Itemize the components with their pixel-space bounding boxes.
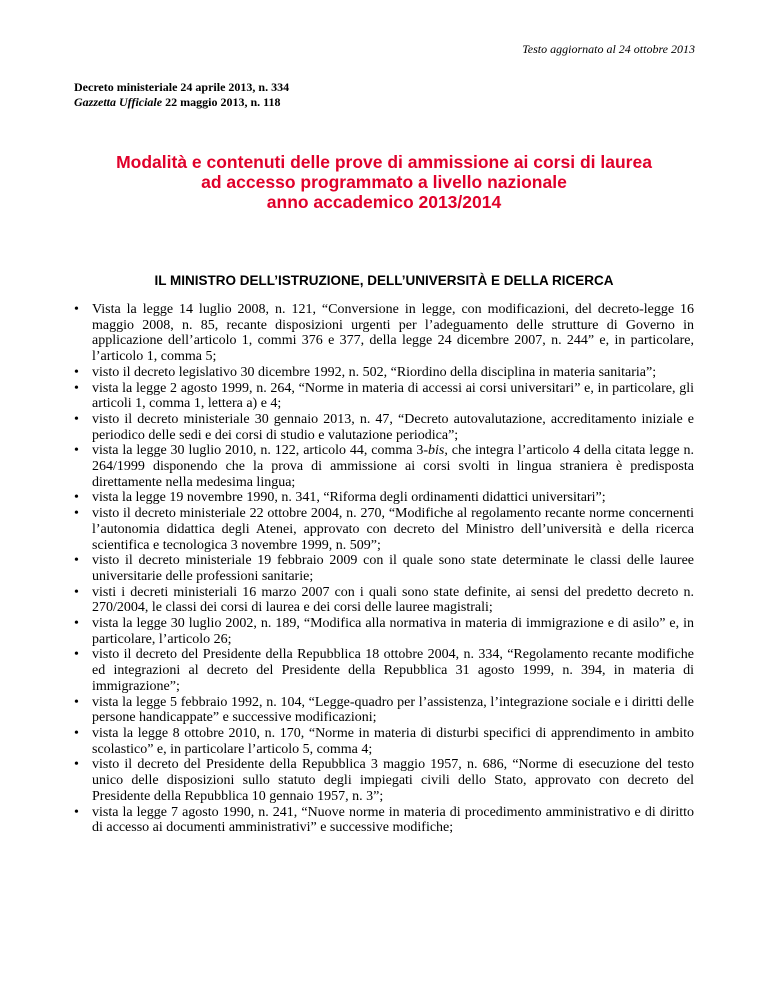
- list-item-text: visti i decreti ministeriali 16 marzo 2007 con i quali sono state definite, ai sensi del predetto decreto n. 270/2004, le classi dei corsi di laurea e dei corsi delle lauree magistrali;: [92, 584, 694, 616]
- decree-reference: [74, 80, 289, 110]
- list-item-text: vista la legge 2 agosto 1999, n. 264, “Norme in materia di accessi ai corsi universitari” e, in particolare, gli articoli 1, comma 1, lettera a) e 4;: [92, 380, 694, 412]
- premises-list: [74, 302, 694, 836]
- list-item: [74, 443, 694, 490]
- bullet-icon: •: [74, 443, 79, 459]
- list-item-text: visto il decreto ministeriale 30 gennaio 2013, n. 47, “Decreto autovalutazione, accreditamento iniziale e periodico delle sedi e dei corsi di studio e valutazione periodica”;: [92, 411, 694, 443]
- list-item-text: visto il decreto legislativo 30 dicembre 1992, n. 502, “Riordino della disciplina in materia sanitaria”;: [92, 364, 657, 380]
- list-item: [74, 302, 694, 365]
- bullet-icon: •: [74, 411, 79, 427]
- list-item: [74, 805, 694, 836]
- bullet-icon: •: [74, 757, 79, 773]
- list-item-text: vista la legge 30 luglio 2002, n. 189, “Modifica alla normativa in materia di immigrazione e di asilo” e, in particolare, l’articolo 26;: [92, 616, 694, 647]
- list-item: [74, 506, 694, 553]
- gazette-line: [74, 95, 289, 110]
- list-item: [74, 381, 694, 412]
- list-item-text: Vista la legge 14 luglio 2008, n. 121, “Conversione in legge, con modificazioni, del decreto-legge 16 maggio 2008, n. 85, recante disposizioni urgenti per l’adeguamento delle strutture di Governo in applicazione dell’articolo 1, commi 376 e 377, della legge 24 dicembre 2007, n. 244” e, in particolare, l’articolo 1, comma 5;: [92, 302, 694, 365]
- list-item: [74, 412, 694, 443]
- list-item-text-pre: vista la legge 30 luglio 2010, n. 122, articolo 44, comma 3-: [92, 443, 429, 459]
- list-item-text: visto il decreto ministeriale 19 febbraio 2009 con il quale sono state determinate le classi delle lauree universitarie delle professioni sanitarie;: [92, 553, 694, 584]
- bullet-icon: •: [74, 616, 79, 632]
- list-item-text: visto il decreto del Presidente della Repubblica 18 ottobre 2004, n. 334, “Regolamento recante modifiche ed integrazioni al decreto del Presidente della Repubblica 31 agosto 1999, n. 394, in materia di immigrazione”;: [92, 647, 694, 694]
- update-note: Testo aggiornato al 24 ottobre 2013: [522, 42, 695, 56]
- bullet-icon: •: [74, 647, 79, 663]
- gazette-date: 22 maggio 2013, n. 118: [162, 95, 281, 109]
- list-item-text: vista la legge 5 febbraio 1992, n. 104, “Legge-quadro per l’assistenza, l’integrazione sociale e i diritti delle persone handicappate” e successive modificazioni;: [92, 694, 694, 726]
- bullet-icon: •: [74, 302, 79, 317]
- list-item: [74, 553, 694, 584]
- list-item: [74, 616, 694, 647]
- bullet-icon: •: [74, 553, 79, 569]
- list-item: [74, 726, 694, 757]
- list-item-text-em: bis: [428, 443, 445, 459]
- list-item: [74, 365, 694, 381]
- bullet-icon: •: [74, 694, 79, 710]
- bullet-icon: •: [74, 380, 79, 396]
- list-item: [74, 757, 694, 804]
- list-item-text: vista la legge 19 novembre 1990, n. 341, “Riforma degli ordinamenti didattici universitari”;: [92, 490, 606, 506]
- bullet-icon: •: [74, 364, 79, 380]
- bullet-icon: •: [74, 506, 79, 522]
- list-item: [74, 585, 694, 616]
- list-item: [74, 695, 694, 726]
- bullet-icon: •: [74, 725, 79, 741]
- decree-line: Decreto ministeriale 24 aprile 2013, n. 334: [74, 80, 290, 94]
- document-title: [74, 152, 694, 212]
- list-item: [74, 647, 694, 694]
- title-line-1: Modalità e contenuti delle prove di ammissione ai corsi di laurea: [116, 152, 652, 172]
- bullet-icon: •: [74, 804, 79, 820]
- bullet-icon: •: [74, 490, 79, 506]
- list-item-text: vista la legge 8 ottobre 2010, n. 170, “Norme in materia di disturbi specifici di apprendimento in ambito scolastico” e, in particolare l’articolo 5, comma 4;: [92, 725, 694, 757]
- list-item-text: visto il decreto ministeriale 22 ottobre 2004, n. 270, “Modifiche al regolamento recante norme concernenti l’autonomia didattica degli Atenei, approvato con decreto del Ministro dell’università e della ricerca scientifica e tecnologica 3 novembre 1999, n. 509”;: [92, 506, 694, 553]
- gazette-name: Gazzetta Ufficiale: [74, 95, 163, 109]
- title-line-3: anno accademico 2013/2014: [266, 192, 502, 212]
- list-item-text-post: , che integra l’articolo 4 della citata legge n. 264/1999 disponendo che la prova di ammissione ai corsi svolti in lingua straniera è predisposta direttamente nella medesima lingua;: [92, 443, 694, 490]
- minister-heading: IL MINISTRO DELL’ISTRUZIONE, DELL’UNIVERSITÀ E DELLA RICERCA: [154, 273, 614, 288]
- bullet-icon: •: [74, 584, 79, 600]
- list-item: [74, 490, 694, 506]
- title-line-2: ad accesso programmato a livello nazionale: [201, 172, 567, 192]
- list-item-text: vista la legge 7 agosto 1990, n. 241, “Nuove norme in materia di procedimento amministrativo e di diritto di accesso ai documenti amministrativi” e successive modifiche;: [92, 804, 694, 836]
- list-item-text: visto il decreto del Presidente della Repubblica 3 maggio 1957, n. 686, “Norme di esecuzione del testo unico delle disposizioni sullo statuto degli impiegati civili dello Stato, approvato con decreto del Presidente della Repubblica 10 gennaio 1957, n. 3”;: [92, 757, 694, 804]
